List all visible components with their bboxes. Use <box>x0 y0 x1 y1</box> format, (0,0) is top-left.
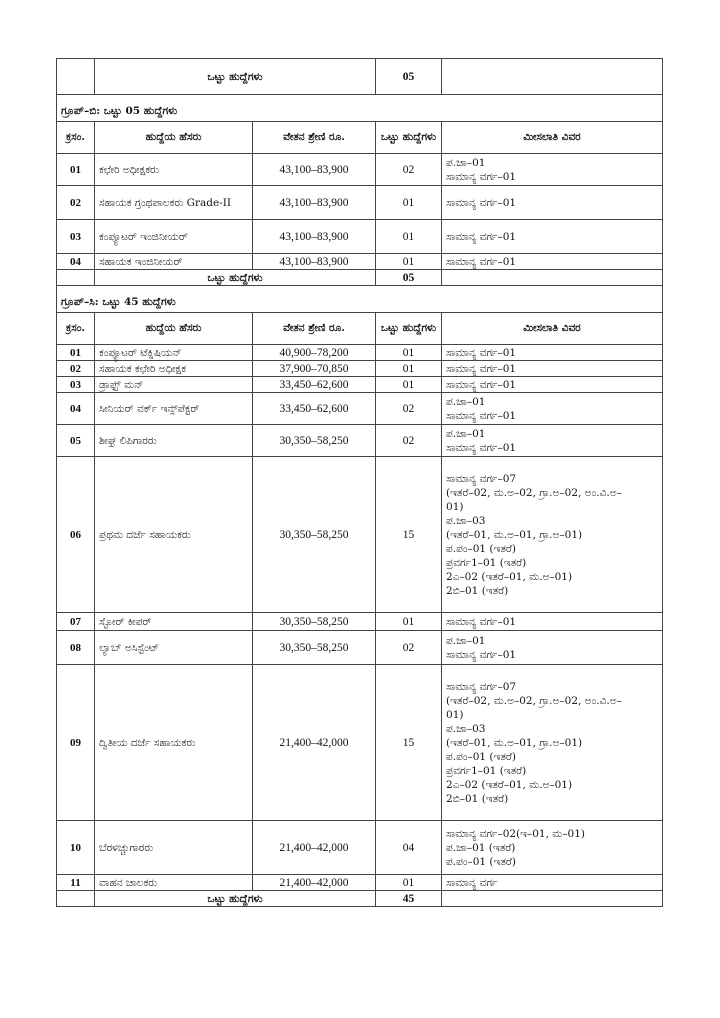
post-name: ಸ್ಟೋರ್ ಕೀಪರ್ <box>95 613 253 631</box>
reservation-line: ಸಾಮಾನ್ಯ ವರ್ಗ–01 <box>446 196 517 209</box>
serial-number: 11 <box>57 875 95 891</box>
recruitment-table-body <box>57 59 663 907</box>
table-row <box>57 613 663 631</box>
reservation-line: ಸಾಮಾನ್ಯ ವರ್ಗ–01 <box>446 362 517 375</box>
serial-number: 10 <box>57 821 95 875</box>
table-row <box>57 220 663 254</box>
pay-scale: 30,350–58,250 <box>253 613 376 631</box>
table-row <box>57 345 663 361</box>
reservation-line: ಸಾಮಾನ್ಯ ವರ್ಗ <box>446 876 498 889</box>
serial-number: 07 <box>57 613 95 631</box>
col-header-reservation: ಮೀಸಲಾತಿ ವಿವರ <box>442 313 663 345</box>
pay-scale: 33,450–62,600 <box>253 377 376 393</box>
post-count: 02 <box>376 425 442 457</box>
group_c-title: ಗ್ರೂಪ್–ಸಿ: ಒಟ್ಟು 45 ಹುದ್ದೆಗಳು <box>57 286 663 313</box>
reservation-details <box>442 345 663 361</box>
table-row <box>57 457 663 613</box>
reservation-line: 2ಎ–02 (ಇತರೆ–01, ಮ.ಅ–01) <box>446 570 573 583</box>
post-count: 02 <box>376 154 442 186</box>
reservation-details <box>442 875 663 891</box>
serial-number: 09 <box>57 665 95 821</box>
group_b-title-row <box>57 95 663 122</box>
pay-scale: 43,100–83,900 <box>253 186 376 220</box>
reservation-details <box>442 393 663 425</box>
group_c-header-row <box>57 313 663 345</box>
post-count: 04 <box>376 821 442 875</box>
group_b-total-value: 05 <box>376 270 442 286</box>
post-name: ಡ್ರಾಫ್ಟ್ ಮನ್ <box>95 377 253 393</box>
reservation-line: ಸಾಮಾನ್ಯ ವರ್ಗ–01 <box>446 378 517 391</box>
reservation-details <box>442 361 663 377</box>
reservation-details <box>442 457 663 613</box>
serial-number: 08 <box>57 631 95 665</box>
table-row <box>57 361 663 377</box>
reservation-details <box>442 665 663 821</box>
post-name: ವಾಹನ ಚಾಲಕರು <box>95 875 253 891</box>
post-count: 01 <box>376 377 442 393</box>
group_b-total-row <box>57 270 663 286</box>
reservation-line: ಸಾಮಾನ್ಯ ವರ್ಗ–01 <box>446 648 517 661</box>
reservation-line: ಸಾಮಾನ್ಯ ವರ್ಗ–01 <box>446 346 517 359</box>
post-count: 01 <box>376 254 442 270</box>
table-row <box>57 393 663 425</box>
serial-number: 05 <box>57 425 95 457</box>
reservation-line: ಸಾಮಾನ್ಯ ವರ್ಗ–01 <box>446 615 517 628</box>
table-row <box>57 154 663 186</box>
reservation-line: (ಇತರೆ–01, ಮ.ಅ–01, ಗ್ರಾ.ಅ–01) <box>446 528 583 541</box>
post-name: ಕಂಪ್ಯೂಟರ್ ಇಂಜಿನೀಯರ್ <box>95 220 253 254</box>
post-name: ಪ್ರಥಮ ದರ್ಜೆ ಸಹಾಯಕರು <box>95 457 253 613</box>
group_c-total-blank-res <box>442 891 663 907</box>
post-count: 01 <box>376 875 442 891</box>
post-name: ಸಹಾಯಕ ಕಛೇರಿ ಅಧೀಕ್ಷಕ <box>95 361 253 377</box>
col-header-pay-scale: ವೇತನ ಶ್ರೇಣಿ ರೂ. <box>253 313 376 345</box>
col-header-total-posts: ಒಟ್ಟು ಹುದ್ದೆಗಳು <box>376 313 442 345</box>
pay-scale: 21,400–42,000 <box>253 665 376 821</box>
serial-number: 04 <box>57 393 95 425</box>
post-name: ಬೆರಳಚ್ಚುಗಾರರು <box>95 821 253 875</box>
serial-number: 01 <box>57 345 95 361</box>
group_b-total-blank-no <box>57 270 95 286</box>
table-row <box>57 186 663 220</box>
group_c-title-row <box>57 286 663 313</box>
serial-number: 03 <box>57 220 95 254</box>
reservation-details <box>442 425 663 457</box>
reservation-line: ಸಾಮಾನ್ಯ ವರ್ಗ–07 <box>446 680 517 693</box>
col-header-serial: ಕ್ರಸಂ. <box>57 122 95 154</box>
reservation-line: ಪ್ರವರ್ಗ1–01 (ಇತರೆ) <box>446 556 527 569</box>
col-header-serial: ಕ್ರಸಂ. <box>57 313 95 345</box>
reservation-line: (ಇತರೆ–02, ಮ.ಅ–02, ಗ್ರಾ.ಅ–02, ಅಂ.ವಿ.ಅ– <box>446 486 622 499</box>
reservation-details <box>442 821 663 875</box>
document-page <box>56 58 662 907</box>
col-header-post-name: ಹುದ್ದೆಯ ಹೆಸರು <box>95 122 253 154</box>
reservation-line: ಸಾಮಾನ್ಯ ವರ್ಗ–01 <box>446 170 517 183</box>
top-total-value: 05 <box>376 59 442 95</box>
pay-scale: 21,400–42,000 <box>253 821 376 875</box>
pay-scale: 37,900–70,850 <box>253 361 376 377</box>
reservation-line: ಸಾಮಾನ್ಯ ವರ್ಗ–01 <box>446 409 517 422</box>
group_b-header-row <box>57 122 663 154</box>
serial-number: 06 <box>57 457 95 613</box>
reservation-line: ಪ.ಜಾ–01 <box>446 427 486 440</box>
reservation-line: ಪ.ಜಾ–01 <box>446 156 486 169</box>
reservation-line: ಸಾಮಾನ್ಯ ವರ್ಗ–01 <box>446 230 517 243</box>
reservation-line: ಪ.ಪಂ–01 (ಇತರೆ) <box>446 750 516 763</box>
reservation-line: ಪ.ಜಾ–03 <box>446 514 486 527</box>
reservation-line: ಸಾಮಾನ್ಯ ವರ್ಗ–02(ಇ–01, ಮ–01) <box>446 827 585 840</box>
reservation-line: ಪ.ಜಾ–01 <box>446 395 486 408</box>
col-header-post-name: ಹುದ್ದೆಯ ಹೆಸರು <box>95 313 253 345</box>
pay-scale: 43,100–83,900 <box>253 254 376 270</box>
post-count: 01 <box>376 186 442 220</box>
reservation-line: 01) <box>446 500 464 513</box>
reservation-line: ಪ.ಪಂ–01 (ಇತರೆ) <box>446 542 516 555</box>
serial-number: 04 <box>57 254 95 270</box>
post-count: 15 <box>376 665 442 821</box>
reservation-line: ಪ.ಜಾ–03 <box>446 722 486 735</box>
post-name: ಶೀಘ್ರ ಲಿಪಿಗಾರರು <box>95 425 253 457</box>
reservation-line: (ಇತರೆ–01, ಮ.ಅ–01, ಗ್ರಾ.ಅ–01) <box>446 736 583 749</box>
reservation-details <box>442 254 663 270</box>
table-row <box>57 665 663 821</box>
serial-number: 01 <box>57 154 95 186</box>
reservation-details <box>442 613 663 631</box>
reservation-line: ಪ.ಜಾ–01 <box>446 634 486 647</box>
pay-scale: 33,450–62,600 <box>253 393 376 425</box>
reservation-line: 01) <box>446 708 464 721</box>
table-row <box>57 425 663 457</box>
table-row <box>57 821 663 875</box>
reservation-details <box>442 186 663 220</box>
group_b-total-label: ಒಟ್ಟು ಹುದ್ದೆಗಳು <box>95 270 376 286</box>
post-name: ಸೀನಿಯರ್ ವರ್ಕ್ ಇನ್ಸ್‌ಪೆಕ್ಟರ್ <box>95 393 253 425</box>
post-count: 02 <box>376 631 442 665</box>
col-header-pay-scale: ವೇತನ ಶ್ರೇಣಿ ರೂ. <box>253 122 376 154</box>
table-row <box>57 254 663 270</box>
top-total-blank-no <box>57 59 95 95</box>
pay-scale: 21,400–42,000 <box>253 875 376 891</box>
top-total-blank-res <box>442 59 663 95</box>
group_c-total-value: 45 <box>376 891 442 907</box>
serial-number: 03 <box>57 377 95 393</box>
reservation-line: ಸಾಮಾನ್ಯ ವರ್ಗ–01 <box>446 441 517 454</box>
post-name: ಲ್ಯಾಬ್ ಅಸಿಸ್ಟೆಂಟ್ <box>95 631 253 665</box>
table-row <box>57 875 663 891</box>
pay-scale: 40,900–78,200 <box>253 345 376 361</box>
group_c-total-label: ಒಟ್ಟು ಹುದ್ದೆಗಳು <box>95 891 376 907</box>
pay-scale: 43,100–83,900 <box>253 220 376 254</box>
table-row <box>57 377 663 393</box>
recruitment-table <box>56 58 663 907</box>
pay-scale: 43,100–83,900 <box>253 154 376 186</box>
top-total-row <box>57 59 663 95</box>
serial-number: 02 <box>57 361 95 377</box>
pay-scale: 30,350–58,250 <box>253 457 376 613</box>
group_b-title: ಗ್ರೂಪ್–ಬಿ: ಒಟ್ಟು 05 ಹುದ್ದೆಗಳು <box>57 95 663 122</box>
post-count: 02 <box>376 393 442 425</box>
post-count: 01 <box>376 345 442 361</box>
reservation-line: 2ಎ–02 (ಇತರೆ–01, ಮ.ಅ–01) <box>446 778 573 791</box>
post-count: 01 <box>376 220 442 254</box>
reservation-line: ಪ.ಜಾ–01 (ಇತರೆ) <box>446 841 516 854</box>
col-header-total-posts: ಒಟ್ಟು ಹುದ್ದೆಗಳು <box>376 122 442 154</box>
reservation-details <box>442 377 663 393</box>
reservation-line: 2ಬಿ–01 (ಇತರೆ) <box>446 792 509 805</box>
reservation-line: ಪ್ರವರ್ಗ1–01 (ಇತರೆ) <box>446 764 527 777</box>
post-name: ಕಛೇರಿ ಅಧೀಕ್ಷಕರು <box>95 154 253 186</box>
col-header-reservation: ಮೀಸಲಾತಿ ವಿವರ <box>442 122 663 154</box>
group_c-total-blank-no <box>57 891 95 907</box>
serial-number: 02 <box>57 186 95 220</box>
reservation-line: ಪ.ಪಂ–01 (ಇತರೆ) <box>446 855 516 868</box>
reservation-line: ಸಾಮಾನ್ಯ ವರ್ಗ–01 <box>446 255 517 268</box>
reservation-details <box>442 220 663 254</box>
post-name: ಸಹಾಯಕ ಗ್ರಂಥಪಾಲಕರು Grade-II <box>95 186 253 220</box>
post-name: ಸಹಾಯಕ ಇಂಜಿನೀಯರ್ <box>95 254 253 270</box>
reservation-line: (ಇತರೆ–02, ಮ.ಅ–02, ಗ್ರಾ.ಅ–02, ಅಂ.ವಿ.ಅ– <box>446 694 622 707</box>
post-count: 01 <box>376 613 442 631</box>
pay-scale: 30,350–58,250 <box>253 425 376 457</box>
reservation-details <box>442 631 663 665</box>
top-total-label: ಒಟ್ಟು ಹುದ್ದೆಗಳು <box>95 59 376 95</box>
post-name: ದ್ವಿತೀಯ ದರ್ಜೆ ಸಹಾಯಕರು <box>95 665 253 821</box>
table-row <box>57 631 663 665</box>
reservation-line: ಸಾಮಾನ್ಯ ವರ್ಗ–07 <box>446 472 517 485</box>
group_c-total-row <box>57 891 663 907</box>
post-name: ಕಂಪ್ಯೂಟರ್ ಟೆಕ್ನಿಷಿಯನ್ <box>95 345 253 361</box>
pay-scale: 30,350–58,250 <box>253 631 376 665</box>
post-count: 15 <box>376 457 442 613</box>
post-count: 01 <box>376 361 442 377</box>
reservation-line: 2ಬಿ–01 (ಇತರೆ) <box>446 584 509 597</box>
reservation-details <box>442 154 663 186</box>
group_b-total-blank-res <box>442 270 663 286</box>
